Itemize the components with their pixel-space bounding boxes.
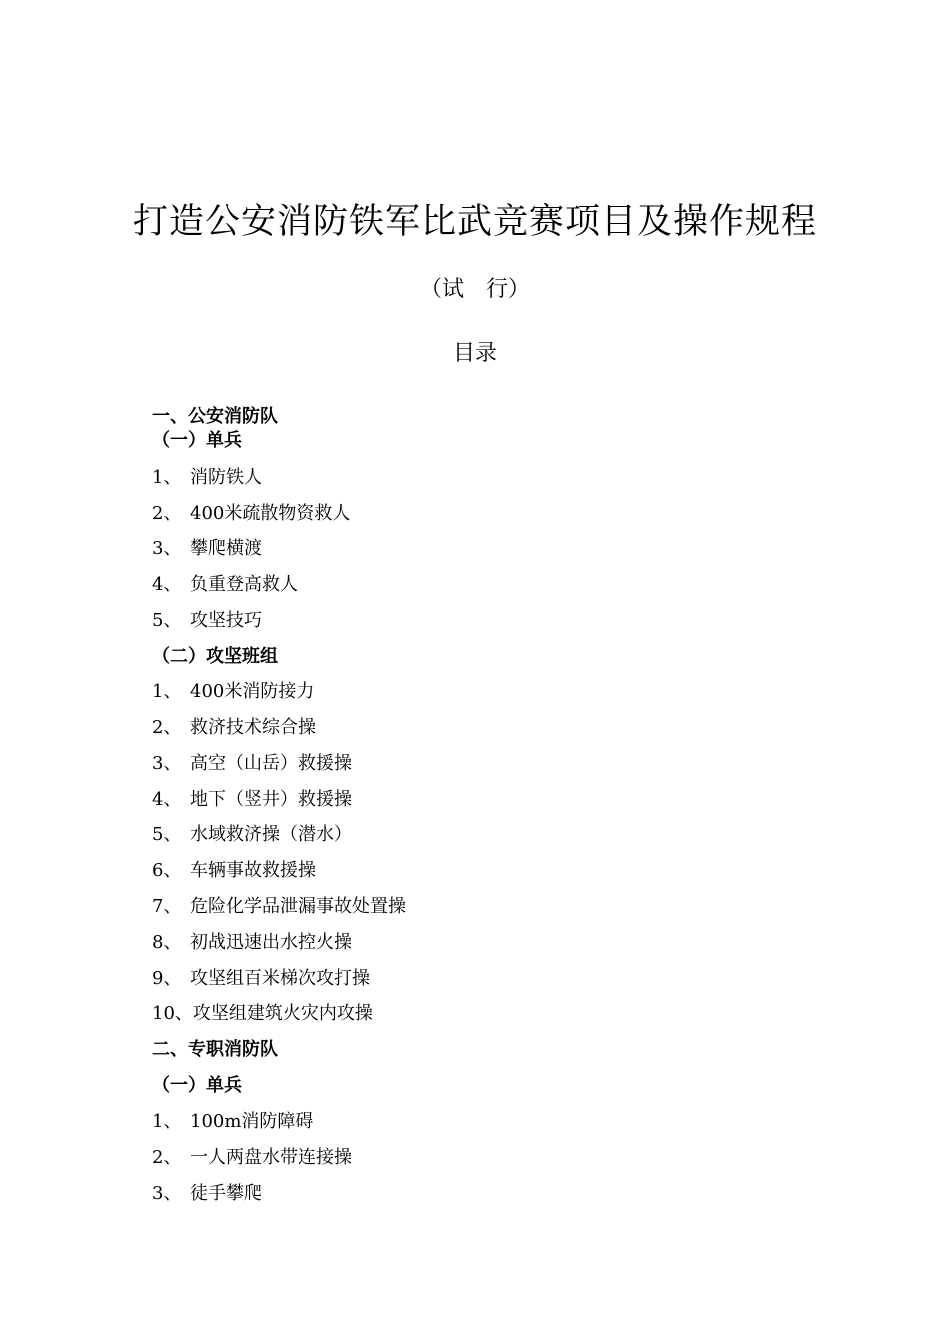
toc-item-text: 攀爬横渡 — [190, 538, 262, 559]
toc-group-heading: （一）单兵 — [152, 1075, 242, 1096]
toc-item — [152, 678, 314, 706]
toc-item-number: 7、 — [152, 896, 182, 917]
toc-item-text: 消防铁人 — [190, 467, 262, 488]
toc-item-number: 5、 — [152, 824, 182, 845]
toc-item — [152, 821, 352, 849]
toc-item — [152, 464, 262, 492]
toc-item — [152, 965, 370, 993]
toc-item — [152, 535, 262, 563]
toc-group-heading: （一）单兵 — [152, 430, 242, 451]
toc-item-text: 初战迅速出水控火操 — [190, 932, 352, 953]
toc-heading: 目录 — [452, 341, 497, 366]
toc-item-number: 9、 — [152, 968, 182, 989]
toc-item-number: 2、 — [152, 1147, 182, 1168]
toc-item-text: 车辆事故救援操 — [190, 860, 316, 881]
document-title: 打造公安消防铁军比武竞赛项目及操作规程 — [132, 202, 817, 242]
toc-item-number: 2、 — [152, 503, 182, 524]
toc-item-number: 6、 — [152, 860, 182, 881]
document-subtitle: （试 行） — [419, 277, 530, 302]
toc-item-text: 攻坚组百米梯次攻打操 — [190, 968, 370, 989]
toc-item-text: 一人两盘水带连接操 — [190, 1147, 352, 1168]
toc-item — [152, 1144, 352, 1172]
toc-item-text: 攻坚技巧 — [190, 610, 262, 631]
toc-item-text: 高空（山岳）救援操 — [190, 753, 352, 774]
toc-item — [152, 500, 350, 528]
toc-item-number: 10、 — [152, 1003, 193, 1024]
toc-item-text: 100m消防障碍 — [190, 1111, 314, 1132]
toc-item-number: 5、 — [152, 610, 182, 631]
toc-item-text: 400米疏散物资救人 — [190, 503, 351, 524]
toc-item — [152, 571, 298, 599]
toc-section-heading: 二、专职消防队 — [152, 1039, 278, 1060]
toc-item-text: 徒手攀爬 — [190, 1183, 262, 1204]
toc-item — [152, 714, 316, 742]
toc-item-text: 攻坚组建筑火灾内攻操 — [192, 1003, 373, 1024]
toc-section-heading: 一、公安消防队 — [152, 406, 278, 427]
toc-item — [152, 857, 316, 885]
toc-item-text: 救济技术综合操 — [190, 717, 316, 738]
toc-item — [152, 1180, 262, 1208]
toc-item — [152, 607, 262, 635]
toc-item-number: 1、 — [152, 467, 182, 488]
toc-item — [152, 929, 352, 957]
toc-item — [152, 1000, 373, 1028]
toc-item-number: 3、 — [152, 1183, 182, 1204]
toc-item-number: 4、 — [152, 789, 182, 810]
toc-item — [152, 1108, 313, 1136]
toc-item-text: 地下（竖井）救援操 — [190, 789, 352, 810]
toc-item-text: 水域救济操（潜水） — [190, 824, 352, 845]
toc-item-number: 1、 — [152, 1111, 182, 1132]
toc-item-number: 3、 — [152, 538, 182, 559]
toc-item-number: 2、 — [152, 717, 182, 738]
toc-item-text: 负重登高救人 — [190, 574, 298, 595]
toc-group-heading: （二）攻坚班组 — [152, 646, 278, 667]
toc-item — [152, 750, 352, 778]
toc-item-number: 8、 — [152, 932, 182, 953]
toc-item — [152, 786, 352, 814]
toc-item-number: 4、 — [152, 574, 182, 595]
toc-item-number: 1、 — [152, 681, 182, 702]
toc-item-number: 3、 — [152, 753, 182, 774]
toc-item-text: 危险化学品泄漏事故处置操 — [190, 896, 406, 917]
toc-item-text: 400米消防接力 — [190, 681, 315, 702]
toc-item — [152, 893, 406, 921]
